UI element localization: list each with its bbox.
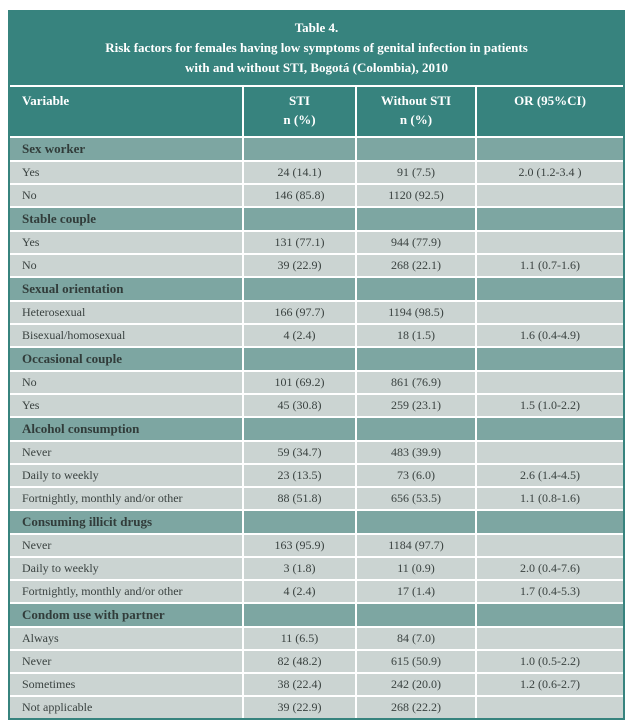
sti-cell: 39 (22.9) xyxy=(243,696,356,718)
column-header-or xyxy=(476,87,623,137)
variable-cell: Daily to weekly xyxy=(10,464,243,487)
without-sti-cell: 73 (6.0) xyxy=(356,464,476,487)
variable-cell: Fortnightly, monthly and/or other xyxy=(10,487,243,510)
variable-cell: Daily to weekly xyxy=(10,557,243,580)
column-header-variable-label: Variable xyxy=(22,93,70,109)
without-sti-cell: 615 (50.9) xyxy=(356,650,476,673)
without-sti-cell: 17 (1.4) xyxy=(356,580,476,603)
section-empty-or-cell xyxy=(476,137,623,161)
without-sti-cell: 483 (39.9) xyxy=(356,441,476,464)
section-empty-sti-cell xyxy=(243,347,356,371)
column-header-variable xyxy=(10,87,243,137)
section-empty-sti-cell xyxy=(243,417,356,441)
sti-cell: 88 (51.8) xyxy=(243,487,356,510)
sti-cell: 82 (48.2) xyxy=(243,650,356,673)
sti-cell: 24 (14.1) xyxy=(243,161,356,184)
without-sti-cell: 1194 (98.5) xyxy=(356,301,476,324)
sti-cell: 59 (34.7) xyxy=(243,441,356,464)
sti-cell: 146 (85.8) xyxy=(243,184,356,207)
sti-cell: 11 (6.5) xyxy=(243,627,356,650)
section-row xyxy=(10,277,623,301)
or-cell xyxy=(476,371,623,394)
variable-cell: Yes xyxy=(10,231,243,254)
section-empty-without-sti-cell xyxy=(356,137,476,161)
section-empty-or-cell xyxy=(476,417,623,441)
variable-cell: Always xyxy=(10,627,243,650)
column-header-without-sti xyxy=(356,87,476,137)
section-empty-sti-cell xyxy=(243,277,356,301)
column-header-sti-line1: STI xyxy=(289,93,310,109)
variable-cell: Never xyxy=(10,441,243,464)
or-cell: 1.5 (1.0-2.2) xyxy=(476,394,623,417)
section-empty-without-sti-cell xyxy=(356,510,476,534)
or-cell xyxy=(476,696,623,718)
or-cell xyxy=(476,441,623,464)
section-label: Occasional couple xyxy=(10,347,243,371)
section-empty-or-cell xyxy=(476,347,623,371)
without-sti-cell: 1120 (92.5) xyxy=(356,184,476,207)
or-cell xyxy=(476,301,623,324)
sti-cell: 4 (2.4) xyxy=(243,324,356,347)
table-row xyxy=(10,534,623,557)
table-header xyxy=(10,87,623,137)
section-empty-or-cell xyxy=(476,207,623,231)
section-empty-sti-cell xyxy=(243,207,356,231)
or-cell xyxy=(476,231,623,254)
or-cell: 1.0 (0.5-2.2) xyxy=(476,650,623,673)
variable-cell: Yes xyxy=(10,161,243,184)
section-empty-or-cell xyxy=(476,277,623,301)
variable-cell: Heterosexual xyxy=(10,301,243,324)
table-row xyxy=(10,557,623,580)
column-header-without-sti-line1: Without STI xyxy=(380,93,452,109)
column-header-without-sti-line2: n (%) xyxy=(399,112,433,128)
without-sti-cell: 11 (0.9) xyxy=(356,557,476,580)
section-label: Consuming illicit drugs xyxy=(10,510,243,534)
table-body xyxy=(10,137,623,718)
section-row xyxy=(10,137,623,161)
variable-cell: Fortnightly, monthly and/or other xyxy=(10,580,243,603)
table-row xyxy=(10,487,623,510)
section-row xyxy=(10,510,623,534)
table-row xyxy=(10,231,623,254)
sti-cell: 101 (69.2) xyxy=(243,371,356,394)
variable-cell: Sometimes xyxy=(10,673,243,696)
header-row xyxy=(10,87,623,137)
section-empty-or-cell xyxy=(476,603,623,627)
sti-cell: 166 (97.7) xyxy=(243,301,356,324)
risk-factors-table xyxy=(8,10,625,720)
section-empty-sti-cell xyxy=(243,510,356,534)
table-row xyxy=(10,371,623,394)
or-cell: 1.1 (0.8-1.6) xyxy=(476,487,623,510)
or-cell xyxy=(476,534,623,557)
table-row xyxy=(10,254,623,277)
without-sti-cell: 84 (7.0) xyxy=(356,627,476,650)
variable-cell: No xyxy=(10,371,243,394)
without-sti-cell: 268 (22.2) xyxy=(356,696,476,718)
table-row xyxy=(10,673,623,696)
or-cell xyxy=(476,184,623,207)
table-row xyxy=(10,184,623,207)
table-title-text-line2: with and without STI, Bogotá (Colombia), 2010 xyxy=(185,60,448,76)
table-row xyxy=(10,627,623,650)
variable-cell: Not applicable xyxy=(10,696,243,718)
table-row xyxy=(10,464,623,487)
variable-cell: No xyxy=(10,254,243,277)
section-label: Sex worker xyxy=(10,137,243,161)
or-cell xyxy=(476,627,623,650)
or-cell: 1.2 (0.6-2.7) xyxy=(476,673,623,696)
without-sti-cell: 91 (7.5) xyxy=(356,161,476,184)
sti-cell: 163 (95.9) xyxy=(243,534,356,557)
table-title-text-line1: Risk factors for females having low symptoms of genital infection in patients xyxy=(105,40,528,56)
section-label: Alcohol consumption xyxy=(10,417,243,441)
table-row xyxy=(10,324,623,347)
section-label: Stable couple xyxy=(10,207,243,231)
without-sti-cell: 268 (22.1) xyxy=(356,254,476,277)
table-title xyxy=(10,12,623,87)
data-table xyxy=(10,87,623,718)
without-sti-cell: 259 (23.1) xyxy=(356,394,476,417)
table-row xyxy=(10,301,623,324)
column-header-or-label: OR (95%CI) xyxy=(514,93,586,109)
sti-cell: 23 (13.5) xyxy=(243,464,356,487)
without-sti-cell: 861 (76.9) xyxy=(356,371,476,394)
table-row xyxy=(10,394,623,417)
section-row xyxy=(10,603,623,627)
section-empty-without-sti-cell xyxy=(356,417,476,441)
table-row xyxy=(10,441,623,464)
section-row xyxy=(10,417,623,441)
sti-cell: 3 (1.8) xyxy=(243,557,356,580)
or-cell: 1.1 (0.7-1.6) xyxy=(476,254,623,277)
without-sti-cell: 18 (1.5) xyxy=(356,324,476,347)
or-cell: 2.0 (1.2-3.4 ) xyxy=(476,161,623,184)
section-label: Sexual orientation xyxy=(10,277,243,301)
table-row xyxy=(10,696,623,718)
or-cell: 1.7 (0.4-5.3) xyxy=(476,580,623,603)
sti-cell: 38 (22.4) xyxy=(243,673,356,696)
section-empty-without-sti-cell xyxy=(356,603,476,627)
section-label: Condom use with partner xyxy=(10,603,243,627)
without-sti-cell: 944 (77.9) xyxy=(356,231,476,254)
sti-cell: 39 (22.9) xyxy=(243,254,356,277)
section-empty-without-sti-cell xyxy=(356,347,476,371)
sti-cell: 131 (77.1) xyxy=(243,231,356,254)
without-sti-cell: 242 (20.0) xyxy=(356,673,476,696)
variable-cell: Never xyxy=(10,650,243,673)
sti-cell: 4 (2.4) xyxy=(243,580,356,603)
or-cell: 2.6 (1.4-4.5) xyxy=(476,464,623,487)
table-title-number: Table 4. xyxy=(294,20,339,35)
variable-cell: Bisexual/homosexual xyxy=(10,324,243,347)
column-header-sti-line2: n (%) xyxy=(283,112,316,128)
section-row xyxy=(10,347,623,371)
column-header-sti xyxy=(243,87,356,137)
variable-cell: No xyxy=(10,184,243,207)
sti-cell: 45 (30.8) xyxy=(243,394,356,417)
table-row xyxy=(10,161,623,184)
table-row xyxy=(10,580,623,603)
without-sti-cell: 656 (53.5) xyxy=(356,487,476,510)
section-empty-without-sti-cell xyxy=(356,277,476,301)
section-empty-without-sti-cell xyxy=(356,207,476,231)
section-empty-sti-cell xyxy=(243,603,356,627)
section-empty-sti-cell xyxy=(243,137,356,161)
section-row xyxy=(10,207,623,231)
or-cell: 1.6 (0.4-4.9) xyxy=(476,324,623,347)
variable-cell: Never xyxy=(10,534,243,557)
or-cell: 2.0 (0.4-7.6) xyxy=(476,557,623,580)
without-sti-cell: 1184 (97.7) xyxy=(356,534,476,557)
section-empty-or-cell xyxy=(476,510,623,534)
variable-cell: Yes xyxy=(10,394,243,417)
table-row xyxy=(10,650,623,673)
